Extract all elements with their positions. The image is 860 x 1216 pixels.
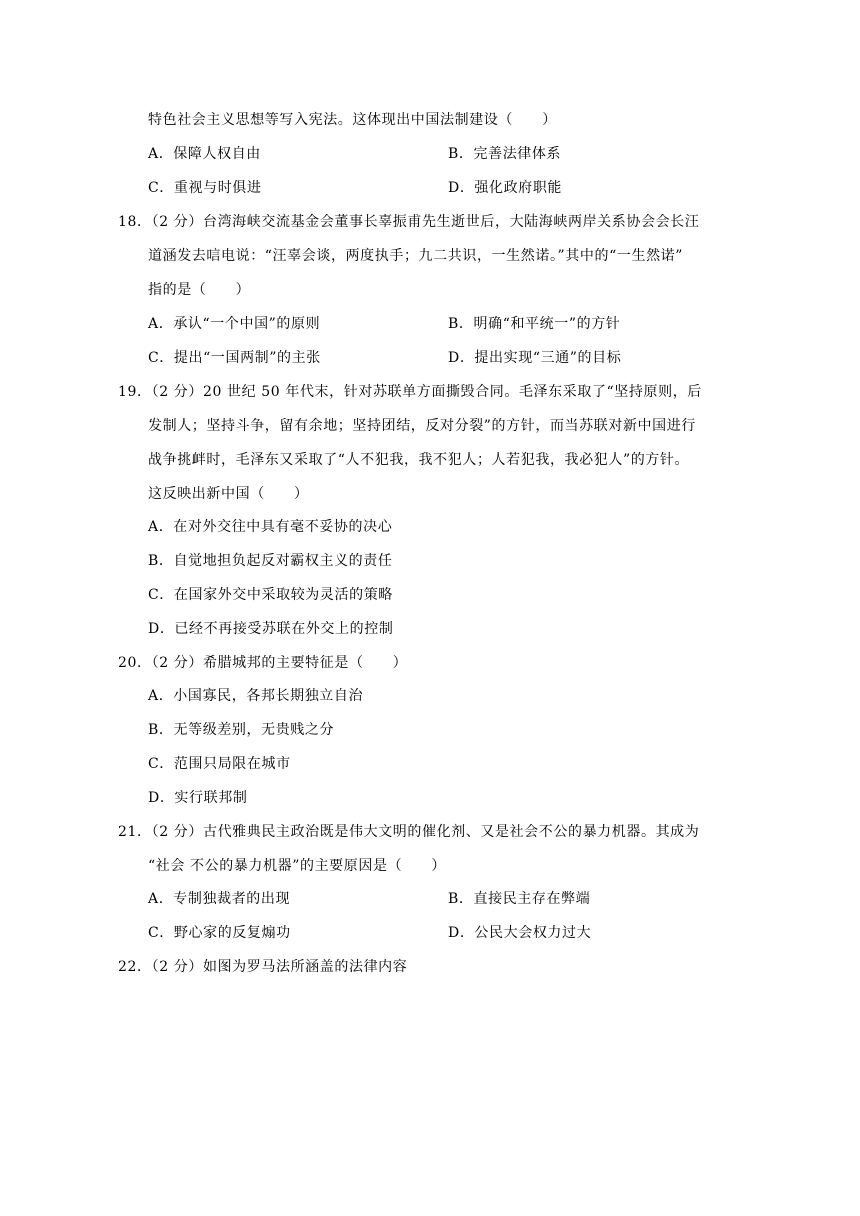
q18-option-d[interactable]: D．提出实现“三通”的目标 — [448, 350, 622, 366]
q19-stem-line-1: 19．（2 分）20 世纪 50 年代末，针对苏联单方面撕毁合同。毛泽东采取了“坚持原则，后 — [118, 384, 702, 400]
q20-option-b[interactable]: B．无等级差别，无贵贱之分 — [148, 722, 335, 738]
q19-option-b[interactable]: B．自觉地担负起反对霸权主义的责任 — [148, 553, 393, 569]
q21-option-a[interactable]: A．专制独裁者的出现 — [148, 891, 291, 907]
q21-option-d[interactable]: D．公民大会权力过大 — [448, 925, 592, 941]
q19-stem-line-4: 这反映出新中国（ ） — [148, 486, 309, 502]
q19-option-a[interactable]: A．在对外交往中具有毫不妥协的决心 — [148, 519, 393, 535]
q20-option-a[interactable]: A．小国寡民，各邦长期独立自治 — [148, 688, 364, 704]
q19-stem-line-2: 发制人；坚持斗争，留有余地；坚持团结，反对分裂”的方针，而当苏联对新中国进行 — [148, 418, 696, 434]
q20-option-d[interactable]: D．实行联邦制 — [148, 790, 248, 806]
q20-option-c[interactable]: C．范围只局限在城市 — [148, 756, 291, 772]
q19-stem-line-3: 战争挑衅时，毛泽东又采取了“人不犯我，我不犯人；人若犯我，我必犯人”的方针。 — [148, 452, 690, 468]
q18-stem-line-3: 指的是（ ） — [148, 282, 251, 298]
q18-option-c[interactable]: C．提出“一国两制”的主张 — [148, 350, 321, 366]
q18-stem-line-1: 18．（2 分）台湾海峡交流基金会董事长辜振甫先生逝世后，大陆海峡两岸关系协会会长汪 — [118, 214, 700, 230]
q17-option-d[interactable]: D．强化政府职能 — [448, 180, 563, 196]
q19-option-c[interactable]: C．在国家外交中采取较为灵活的策略 — [148, 587, 393, 603]
q18-option-a[interactable]: A．承认“一个中国”的原则 — [148, 316, 321, 332]
q19-option-d[interactable]: D．已经不再接受苏联在外交上的控制 — [148, 621, 394, 637]
q18-option-b[interactable]: B．明确“和平统一”的方针 — [448, 316, 621, 332]
q17-stem-line: 特色社会主义思想等写入宪法。这体现出中国法制建设（ ） — [148, 112, 557, 128]
q21-option-c[interactable]: C．野心家的反复煽功 — [148, 925, 291, 941]
q17-option-a[interactable]: A．保障人权自由 — [148, 146, 261, 162]
q21-stem-line-1: 21．（2 分）古代雅典民主政治既是伟大文明的催化剂、又是社会不公的暴力机器。其成为 — [118, 824, 700, 840]
q17-option-c[interactable]: C．重视与时俱进 — [148, 180, 262, 196]
q20-stem-line-1: 20．（2 分）希腊城邦的主要特征是（ ） — [118, 655, 408, 671]
q22-stem-line-1: 22．（2 分）如图为罗马法所涵盖的法律内容 — [118, 959, 408, 975]
q18-stem-line-2: 道涵发去唁电说：“汪辜会谈，两度执手；九二共识，一生然诺。”其中的“一生然诺” — [148, 248, 684, 264]
q17-option-b[interactable]: B．完善法律体系 — [448, 146, 562, 162]
q21-option-b[interactable]: B．直接民主存在弊端 — [448, 891, 591, 907]
q21-stem-line-2: “社会 不公的暴力机器”的主要原因是（ ） — [148, 858, 446, 874]
